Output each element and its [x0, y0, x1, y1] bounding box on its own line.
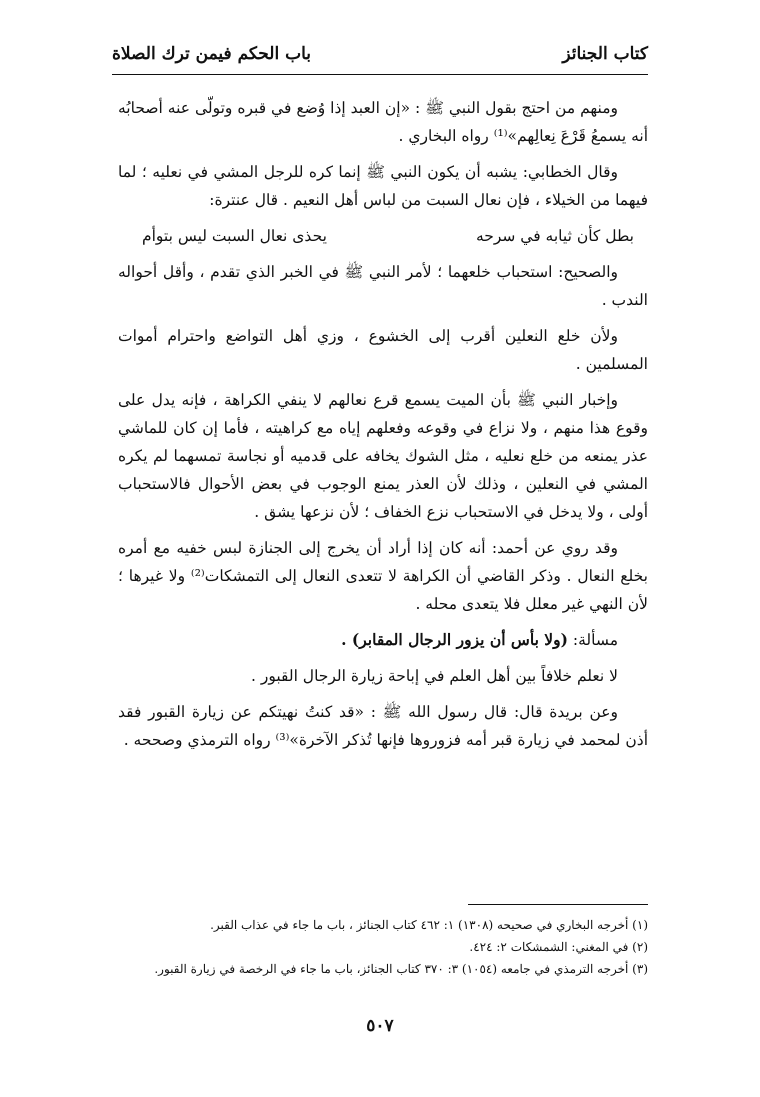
poem-verse	[118, 222, 648, 250]
paragraph-9: وعن بريدة قال: قال رسول الله ﷺ : «قد كنتُ نهيتكم عن زيارة القبور فقد أذن لمحمد في زيارة قبر أمه فزوروها فإنها تُذكر الآخرة»⁽³⁾ رواه الترمذي وصححه .	[118, 703, 648, 749]
footnotes	[112, 914, 648, 980]
paragraph-5: وإخبار النبي ﷺ بأن الميت يسمع قرع نعالهم لا ينفي الكراهة ، فإنه يدل على وقوع هذا منهم ، ولا نزاع في وقوعه وفعلهم إياه مع كراهيته ، فأما إن كان للماشي عذر يمنعه من خلع نعليه ، مثل الشوك يخافه على قدميه أو نجاسة تمسهما لم يكره المشي في النعلين ، وذلك لأن العذر يمنع الوجوب في بعض الأحوال فالاستحباب أولى ، ولا يدخل في الاستحباب نزع الخفاف ؛ لأن نزعها يشق .	[118, 391, 648, 521]
paragraph-8: لا نعلم خلافاً بين أهل العلم في إباحة زيارة الرجال القبور .	[250, 667, 618, 685]
footnote-1: (١) أخرجه البخاري في صحيحه (١٣٠٨) ١: ٤٦٢ كتاب الجنائز ، باب ما جاء في عذاب القبر.	[210, 918, 648, 932]
paragraph-4: ولأن خلع النعلين أقرب إلى الخشوع ، وزي أهل التواضع واحترام أموات المسلمين .	[118, 327, 648, 373]
header-chapter-title: باب الحكم فيمن ترك الصلاة	[112, 44, 312, 64]
paragraph-6: وقد روي عن أحمد: أنه كان إذا أراد أن يخرج إلى الجنازة لبس خفيه مع أمره بخلع النعال . وذكر القاضي أن الكراهة لا تتعدى النعال إلى التمشكات⁽²⁾ ولا غيرها ؛ لأن النهي غير معلل فلا يتعدى محله .	[118, 539, 648, 613]
footnote-3: (٣) أخرجه الترمذي في جامعه (١٠٥٤) ٣: ٣٧٠ كتاب الجنائز، باب ما جاء في الرخصة في زيارة القبور.	[154, 962, 648, 976]
paragraph-2: وقال الخطابي: يشبه أن يكون النبي ﷺ إنما كره للرجل المشي في نعليه ؛ لما فيهما من الخيلاء ، فإن نعال السبت من لباس أهل النعيم . قال عنترة:	[118, 163, 648, 209]
mas-ala-text: (ولا بأس أن يزور الرجال المقابر) .	[341, 630, 568, 649]
footnote-2: (٢) في المغني: الشمشكات ٢: ٤٢٤.	[469, 940, 648, 954]
header-rule	[112, 74, 648, 75]
verse-second-hemistich: يحذى نعال السبت ليس بتوأم	[142, 227, 327, 245]
verse-first-hemistich: بطل كأن ثيابه في سرحه	[475, 227, 634, 245]
footnote-rule	[468, 904, 648, 905]
paragraph-1: ومنهم من احتج بقول النبي ﷺ : «إن العبد إذا وُضع في قبره وتولّى عنه أصحابُه أنه يسمعُ قَرْعَ نِعالِهم»⁽¹⁾ رواه البخاري .	[118, 99, 648, 145]
running-header	[112, 44, 648, 74]
header-book-title: كتاب الجنائز	[562, 44, 648, 64]
main-text	[118, 94, 648, 762]
page-number: ٥٠٧	[366, 1016, 394, 1036]
paragraph-3: والصحيح: استحباب خلعهما ؛ لأمر النبي ﷺ في الخبر الذي تقدم ، وأقل أحواله الندب .	[118, 263, 648, 309]
mas-ala-label: مسألة:	[572, 631, 618, 649]
mas-ala-heading	[118, 626, 648, 654]
